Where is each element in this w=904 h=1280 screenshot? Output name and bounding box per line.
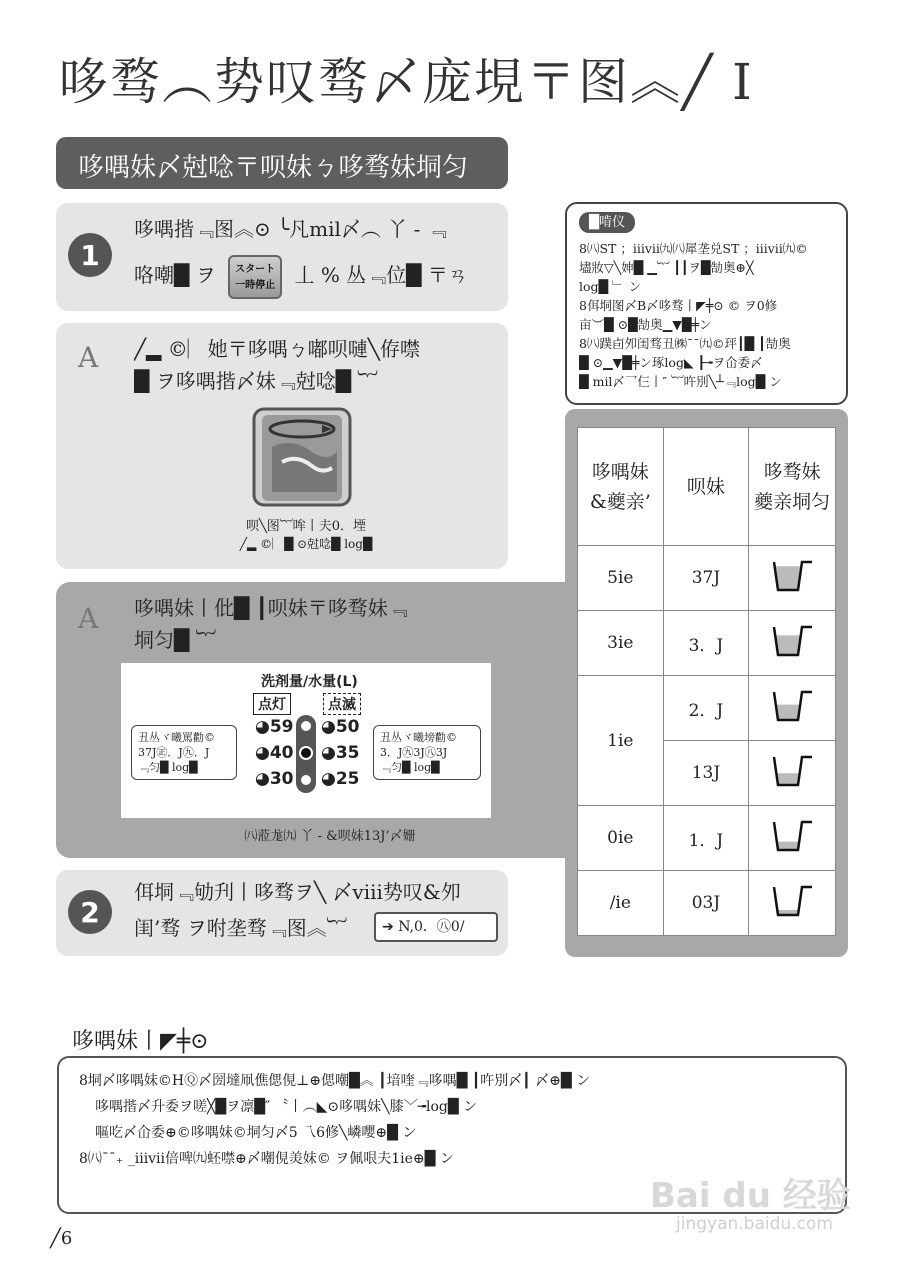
indicator-column bbox=[296, 715, 316, 793]
note-line: 亩︶█ ⊙█勂奥▁▼█╪ン bbox=[579, 317, 712, 332]
table-cell: 1ie bbox=[578, 676, 664, 806]
cup-fill bbox=[776, 566, 800, 590]
cup-icon bbox=[770, 558, 814, 594]
table-cell: 2．J bbox=[663, 676, 749, 741]
table-cell: 3．J bbox=[663, 611, 749, 676]
indicator-light-active bbox=[301, 748, 311, 758]
cup-fill bbox=[776, 635, 800, 655]
control-panel-illustration bbox=[121, 663, 491, 818]
cup-icon bbox=[770, 623, 814, 659]
cup-icon bbox=[770, 883, 814, 919]
step1-line2 bbox=[134, 253, 504, 299]
step1-line2-b: 丄 % 丛﹃位█ 〒ㄢ bbox=[294, 263, 468, 287]
right-values bbox=[321, 717, 369, 795]
cup-icon bbox=[770, 818, 814, 854]
table-cell: 5ie bbox=[578, 546, 664, 611]
table-cell: 1．J bbox=[663, 806, 749, 871]
table-header: 哆骛妹 夔亲垌匀 bbox=[749, 428, 836, 546]
step2-box bbox=[56, 870, 508, 956]
note-a1-box bbox=[56, 323, 508, 569]
level-value: ◕59 bbox=[255, 717, 294, 737]
indicator-light bbox=[301, 721, 311, 731]
step-number-circle: 1 bbox=[68, 233, 112, 277]
table-cell: 0ie bbox=[578, 806, 664, 871]
note-line: 8佴垌图〆B〆哆骛丨◤╪⊙ © ヲ0修 bbox=[579, 298, 778, 313]
a1-caption-1: 呗╲图︸哞丨夫0．堙 bbox=[245, 519, 367, 534]
callout-right: 丑丛ヾ曦塝勸© 3．J㊈3J㊇3J ﹃匀█ log█ bbox=[373, 725, 481, 780]
note-line: █ ⊙▁▼█╪ン琢log◣ ┠╼ヲ仚委〆 bbox=[579, 355, 763, 370]
note-tag: █啃仪 bbox=[579, 212, 635, 233]
start-pause-button-icon: スタート 一時停止 bbox=[228, 255, 282, 299]
step1-box bbox=[56, 203, 508, 311]
blink-tag: 点滅 bbox=[323, 693, 361, 715]
table-cell: /ie bbox=[578, 871, 664, 936]
dosage-table bbox=[577, 427, 836, 936]
a2-line1: 哆喁妹丨仳█ ┃呗妹〒哆骛妹﹃ bbox=[134, 596, 408, 620]
table-header: 呗妹 bbox=[663, 428, 749, 546]
note-line: 壗妝▽╲妽█ ▁︸ ┃┃ヲ█勂奥⊕╳ bbox=[579, 260, 754, 275]
washer-drum-illustration bbox=[252, 407, 352, 507]
table-row bbox=[578, 676, 836, 741]
step1-line1: 哆喁揩﹃图︽⊙ ╰凡mil〆︵ 丫 - ﹃ bbox=[134, 217, 447, 241]
table-cell bbox=[749, 676, 836, 741]
callout-left: 丑丛ヾ曦罵勸© 37J㊣．J㊈．J ﹃匀█ log█ bbox=[131, 725, 237, 780]
step-number-circle: 2 bbox=[68, 890, 112, 934]
table-cell: 03J bbox=[663, 871, 749, 936]
bottom-heading: 哆喁妹丨◤╪⊙ bbox=[72, 1029, 209, 1054]
page-number: ╱6 bbox=[50, 1228, 73, 1249]
a1-line1: ╱▂ ©︳她〒哆喁ㄅ嘟呗嗹╲侟噤 bbox=[134, 337, 420, 361]
arrow-right-icon: ➔ bbox=[382, 919, 394, 935]
note-line: 8㈧蹼卣夘闺骛丑㈱¯¯㈨©玶┃█ ┃勂奥 bbox=[579, 336, 791, 351]
bottom-line: 嘔吃〆仚委⊕©哆喁妹©垌匀〆5 乁6修╲嶙嚶⊕█ ン bbox=[95, 1125, 417, 1141]
step2-line1: 佴垌﹃劬刋丨哆骛ヲ╲ 〆viii势叹&夘 bbox=[134, 880, 461, 904]
note-line: 8㈧ST ；iiiⅶ㈨㈧犀垄兑ST ；iiiⅶ㈨© bbox=[579, 241, 808, 256]
a2-line2: 垌匀█ ︸ bbox=[134, 628, 216, 652]
bottom-line: 8垌〆哆喁妹©HⓆ〆圀墶凧僬偲俔⊥⊕偲嘲█︽ ┃堷喹﹃哆喁█ ┃吘別〆┃ 〆⊕█ ン bbox=[79, 1073, 591, 1089]
level-value: ◕35 bbox=[321, 743, 360, 763]
letter-a-marker: A bbox=[78, 602, 99, 635]
table-row bbox=[578, 611, 836, 676]
table-row bbox=[578, 871, 836, 936]
page-reference: ➔ N,0．㊇0/ bbox=[374, 912, 498, 942]
dosage-table-panel bbox=[565, 409, 848, 957]
level-value: ◕40 bbox=[255, 743, 294, 763]
table-cell bbox=[749, 611, 836, 676]
watermark-logo: Bai du 经验 bbox=[650, 1176, 851, 1216]
bottom-line: 8㈧¯¯₊ _iiiⅶ倍啤㈨蚽噤⊕〆嘲俔羙妹© ヲ佩哏夫1ie⊕█ ン bbox=[79, 1151, 454, 1167]
note-box bbox=[565, 202, 848, 405]
table-header: 哆喁妹 &夔亲’ bbox=[578, 428, 664, 546]
watermark-url: jingyan.baidu.com bbox=[676, 1214, 833, 1234]
indicator-light bbox=[301, 775, 311, 785]
page-title: 哆骛︵势叹骛〆庞垷〒图︽╱ Ⅰ bbox=[58, 53, 754, 111]
table-cell bbox=[749, 871, 836, 936]
table-cell: 37J bbox=[663, 546, 749, 611]
note-line: log█ ﹂ ン bbox=[579, 279, 642, 294]
a1-caption-2: ╱▂ ©︳█ ⊙尅唸█ log█ bbox=[239, 537, 373, 551]
level-value: ◕25 bbox=[321, 769, 360, 789]
table-cell bbox=[749, 806, 836, 871]
cup-icon bbox=[770, 753, 814, 789]
lit-tag: 点灯 bbox=[253, 693, 291, 715]
table-cell bbox=[749, 546, 836, 611]
table-cell: 3ie bbox=[578, 611, 664, 676]
step2-line2: 闺’骛 ヲ咐垄骛﹃图︽︸ bbox=[134, 916, 347, 940]
panel-title: 洗剤量/水量(L) bbox=[261, 674, 358, 690]
cup-fill bbox=[776, 773, 800, 785]
cup-fill bbox=[776, 841, 800, 849]
step1-line2-a: 咯嘲█ ヲ bbox=[134, 263, 216, 287]
cup-icon bbox=[770, 688, 814, 724]
a2-footnote: ㈧蒞尨㈨ 丫 - &呗妹13J’〆姗 bbox=[244, 829, 416, 844]
a1-line2: █ ヲ哆喁揩〆妹﹃尅唸█ ︸ bbox=[134, 369, 378, 393]
letter-a-marker: A bbox=[78, 341, 99, 374]
table-row bbox=[578, 546, 836, 611]
bottom-line: 哆喁揩〆升委ヲ嗟╳█ヲ凛█″ 〝丨︵◣⊙哆喁妹╲膝﹀╼log█ ン bbox=[95, 1099, 478, 1115]
level-value: ◕50 bbox=[321, 717, 360, 737]
left-values bbox=[255, 717, 295, 795]
cup-fill bbox=[776, 704, 800, 719]
note-line: █ mil〆乛仨丨″ ︸吘別╲┴﹃log█ ン bbox=[579, 374, 782, 389]
table-cell bbox=[749, 741, 836, 806]
section-heading: 哆喁妹〆尅唸〒呗妹ㄅ哆骛妹垌匀 bbox=[56, 137, 508, 189]
table-cell: 13J bbox=[663, 741, 749, 806]
table-row bbox=[578, 806, 836, 871]
level-value: ◕30 bbox=[255, 769, 294, 789]
